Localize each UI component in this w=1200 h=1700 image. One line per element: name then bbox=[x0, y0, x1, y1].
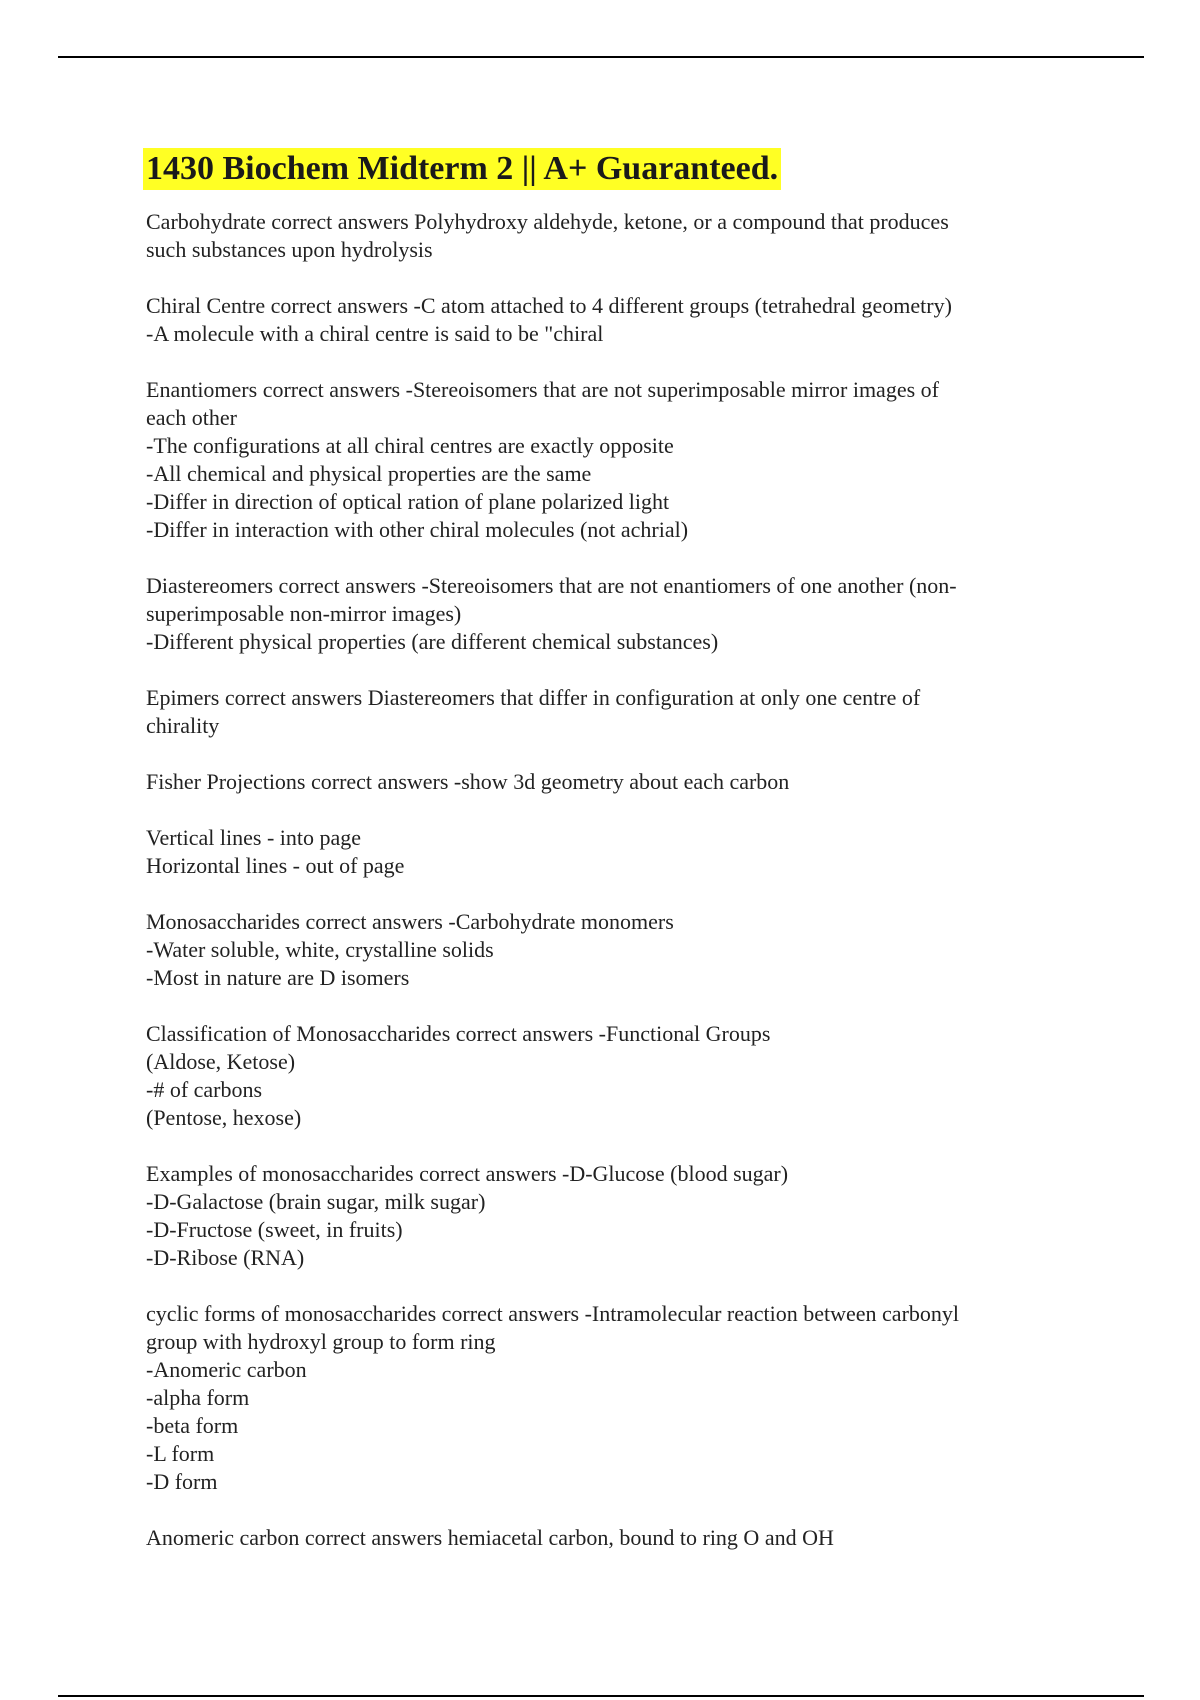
entry-anomeric-carbon bbox=[146, 1524, 1046, 1552]
entry-line: group with hydroxyl group to form ring bbox=[146, 1329, 496, 1354]
entry-line: -D-Galactose (brain sugar, milk sugar) bbox=[146, 1189, 486, 1214]
entry-chiral-centre bbox=[146, 292, 1046, 348]
bottom-rule bbox=[58, 1695, 1144, 1697]
entry-line: Classification of Monosaccharides correct answers -Functional Groups bbox=[146, 1021, 771, 1046]
entry-line: -Different physical properties (are different chemical substances) bbox=[146, 629, 719, 654]
entry-line: (Aldose, Ketose) bbox=[146, 1049, 296, 1074]
entry-line: Vertical lines - into page bbox=[146, 825, 362, 850]
entry-line: Carbohydrate correct answers Polyhydroxy aldehyde, ketone, or a compound that produces bbox=[146, 209, 949, 234]
entry-classification bbox=[146, 1020, 1046, 1132]
entry-cyclic-forms bbox=[146, 1300, 1046, 1496]
entry-line: -All chemical and physical properties are the same bbox=[146, 461, 592, 486]
entry-line: -Differ in interaction with other chiral molecules (not achrial) bbox=[146, 517, 689, 542]
entry-line: -Differ in direction of optical ration of plane polarized light bbox=[146, 489, 670, 514]
entry-line: -beta form bbox=[146, 1413, 239, 1438]
document-title: 1430 Biochem Midterm 2 || A+ Guaranteed. bbox=[143, 148, 781, 190]
entry-line: Fisher Projections correct answers -show 3d geometry about each carbon bbox=[146, 769, 790, 794]
entry-enantiomers bbox=[146, 376, 1046, 544]
entry-line: -L form bbox=[146, 1441, 215, 1466]
entry-line: Diastereomers correct answers -Stereoisomers that are not enantiomers of one another (non- bbox=[146, 573, 957, 598]
entry-line: -A molecule with a chiral centre is said to be "chiral bbox=[146, 321, 604, 346]
entry-line: chirality bbox=[146, 713, 220, 738]
entry-line: -Most in nature are D isomers bbox=[146, 965, 410, 990]
entry-examples bbox=[146, 1160, 1046, 1272]
entry-projection-lines bbox=[146, 824, 1046, 880]
entry-line: Horizontal lines - out of page bbox=[146, 853, 405, 878]
entry-diastereomers bbox=[146, 572, 1046, 656]
entry-line: Enantiomers correct answers -Stereoisomers that are not superimposable mirror images of bbox=[146, 377, 939, 402]
entry-line: Anomeric carbon correct answers hemiacetal carbon, bound to ring O and OH bbox=[146, 1525, 834, 1550]
entry-line: -# of carbons bbox=[146, 1077, 263, 1102]
entry-line: Monosaccharides correct answers -Carbohydrate monomers bbox=[146, 909, 674, 934]
entry-carbohydrate bbox=[146, 208, 1046, 264]
entry-monosaccharides bbox=[146, 908, 1046, 992]
entry-line: such substances upon hydrolysis bbox=[146, 237, 433, 262]
entry-line: -D-Ribose (RNA) bbox=[146, 1245, 305, 1270]
entry-line: cyclic forms of monosaccharides correct answers -Intramolecular reaction between carbonyl bbox=[146, 1301, 960, 1326]
entry-line: -D form bbox=[146, 1469, 218, 1494]
entry-line: (Pentose, hexose) bbox=[146, 1105, 302, 1130]
entry-line: superimposable non-mirror images) bbox=[146, 601, 462, 626]
entry-line: each other bbox=[146, 405, 237, 430]
entry-line: Epimers correct answers Diastereomers that differ in configuration at only one centre of bbox=[146, 685, 921, 710]
entry-line: Chiral Centre correct answers -C atom attached to 4 different groups (tetrahedral geometry) bbox=[146, 293, 952, 318]
entry-line: -The configurations at all chiral centres are exactly opposite bbox=[146, 433, 674, 458]
entry-line: Examples of monosaccharides correct answers -D-Glucose (blood sugar) bbox=[146, 1161, 789, 1186]
document-body bbox=[146, 148, 1046, 1580]
entry-fisher-projections bbox=[146, 768, 1046, 796]
entry-epimers bbox=[146, 684, 1046, 740]
entry-line: -D-Fructose (sweet, in fruits) bbox=[146, 1217, 403, 1242]
entry-line: -Water soluble, white, crystalline solids bbox=[146, 937, 494, 962]
entry-line: -Anomeric carbon bbox=[146, 1357, 307, 1382]
entry-line: -alpha form bbox=[146, 1385, 250, 1410]
top-rule bbox=[58, 56, 1144, 58]
